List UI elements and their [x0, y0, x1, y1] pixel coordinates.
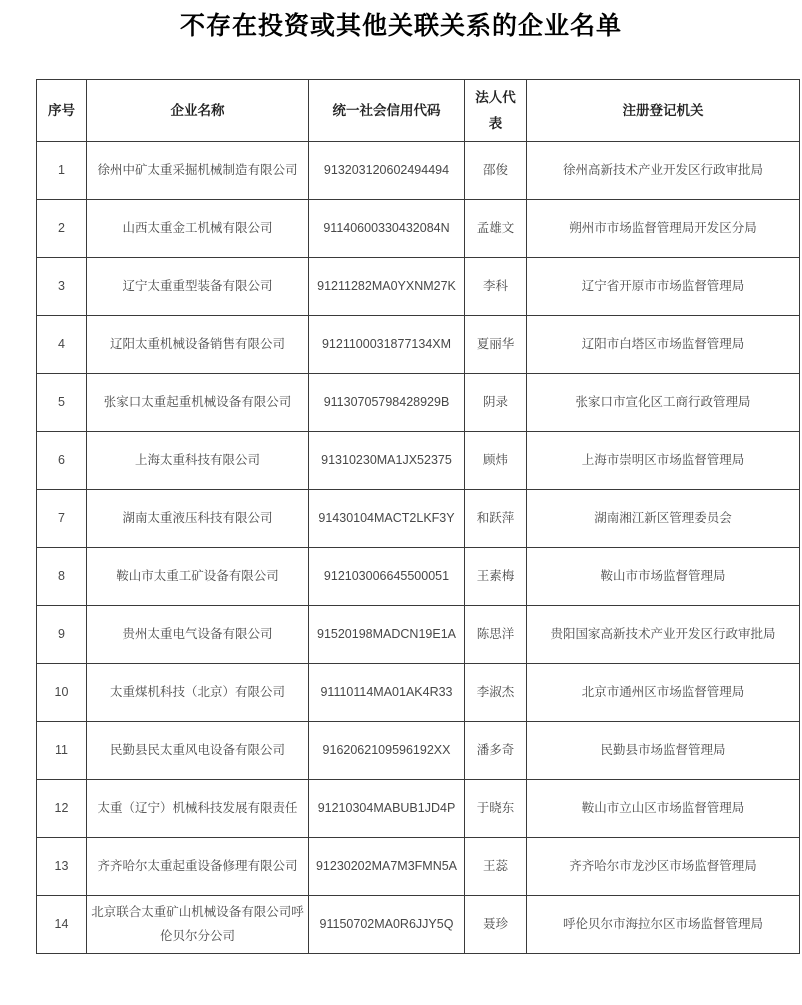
cell-company-name: 太重（辽宁）机械科技发展有限责任	[87, 780, 309, 838]
cell-serial-number: 4	[37, 316, 87, 374]
cell-credit-code: 91310230MA1JX52375	[309, 432, 465, 490]
cell-serial-number: 8	[37, 548, 87, 606]
table-row	[37, 722, 800, 780]
cell-serial-number: 1	[37, 142, 87, 200]
cell-authority: 上海市崇明区市场监督管理局	[527, 432, 800, 490]
cell-credit-code: 91211282MA0YXNM27K	[309, 258, 465, 316]
table-header	[37, 80, 800, 142]
cell-legal-rep: 李淑杰	[465, 664, 527, 722]
cell-company-name: 上海太重科技有限公司	[87, 432, 309, 490]
table-row	[37, 200, 800, 258]
table-row	[37, 780, 800, 838]
cell-authority: 齐齐哈尔市龙沙区市场监督管理局	[527, 838, 800, 896]
cell-company-name: 徐州中矿太重采掘机械制造有限公司	[87, 142, 309, 200]
cell-credit-code: 9162062109596192XX	[309, 722, 465, 780]
cell-serial-number: 9	[37, 606, 87, 664]
cell-authority: 张家口市宣化区工商行政管理局	[527, 374, 800, 432]
cell-authority: 徐州高新技术产业开发区行政审批局	[527, 142, 800, 200]
table-row	[37, 838, 800, 896]
cell-serial-number: 3	[37, 258, 87, 316]
header-company-name: 企业名称	[87, 80, 309, 142]
table-row	[37, 258, 800, 316]
cell-credit-code: 91210304MABUB1JD4P	[309, 780, 465, 838]
cell-legal-rep: 潘多奇	[465, 722, 527, 780]
cell-company-name: 齐齐哈尔太重起重设备修理有限公司	[87, 838, 309, 896]
cell-credit-code: 913203120602494494	[309, 142, 465, 200]
cell-company-name: 北京联合太重矿山机械设备有限公司呼伦贝尔分公司	[87, 896, 309, 954]
cell-legal-rep: 孟雄文	[465, 200, 527, 258]
cell-legal-rep: 李科	[465, 258, 527, 316]
cell-credit-code: 91150702MA0R6JJY5Q	[309, 896, 465, 954]
cell-company-name: 山西太重金工机械有限公司	[87, 200, 309, 258]
cell-legal-rep: 王蕊	[465, 838, 527, 896]
cell-legal-rep: 顾炜	[465, 432, 527, 490]
cell-credit-code: 91110114MA01AK4R33	[309, 664, 465, 722]
cell-serial-number: 11	[37, 722, 87, 780]
cell-serial-number: 14	[37, 896, 87, 954]
cell-serial-number: 5	[37, 374, 87, 432]
cell-authority: 北京市通州区市场监督管理局	[527, 664, 800, 722]
table-row	[37, 896, 800, 954]
cell-legal-rep: 阴录	[465, 374, 527, 432]
table-row	[37, 606, 800, 664]
cell-company-name: 辽宁太重重型装备有限公司	[87, 258, 309, 316]
cell-authority: 湖南湘江新区管理委员会	[527, 490, 800, 548]
cell-credit-code: 91230202MA7M3FMN5A	[309, 838, 465, 896]
header-serial-number: 序号	[37, 80, 87, 142]
cell-serial-number: 6	[37, 432, 87, 490]
company-list-table	[36, 79, 800, 954]
cell-serial-number: 10	[37, 664, 87, 722]
header-credit-code: 统一社会信用代码	[309, 80, 465, 142]
cell-legal-rep: 于晓东	[465, 780, 527, 838]
cell-company-name: 民勤县民太重风电设备有限公司	[87, 722, 309, 780]
cell-legal-rep: 聂珍	[465, 896, 527, 954]
cell-serial-number: 7	[37, 490, 87, 548]
cell-credit-code: 91140600330432084N	[309, 200, 465, 258]
cell-authority: 贵阳国家高新技术产业开发区行政审批局	[527, 606, 800, 664]
table-row	[37, 664, 800, 722]
cell-authority: 鞍山市市场监督管理局	[527, 548, 800, 606]
page-title: 不存在投资或其他关联关系的企业名单	[179, 12, 622, 40]
cell-company-name: 张家口太重起重机械设备有限公司	[87, 374, 309, 432]
cell-legal-rep: 邵俊	[465, 142, 527, 200]
cell-credit-code: 9121100031877134XM	[309, 316, 465, 374]
table-row	[37, 316, 800, 374]
cell-credit-code: 91520198MADCN19E1A	[309, 606, 465, 664]
cell-authority: 辽阳市白塔区市场监督管理局	[527, 316, 800, 374]
cell-serial-number: 13	[37, 838, 87, 896]
table-row	[37, 142, 800, 200]
cell-credit-code: 91430104MACT2LKF3Y	[309, 490, 465, 548]
cell-legal-rep: 夏丽华	[465, 316, 527, 374]
table-row	[37, 432, 800, 490]
cell-authority: 朔州市市场监督管理局开发区分局	[527, 200, 800, 258]
table-row	[37, 490, 800, 548]
table-row	[37, 548, 800, 606]
cell-company-name: 辽阳太重机械设备销售有限公司	[87, 316, 309, 374]
cell-serial-number: 12	[37, 780, 87, 838]
table-row	[37, 374, 800, 432]
cell-legal-rep: 王素梅	[465, 548, 527, 606]
table-body	[37, 142, 800, 954]
cell-credit-code: 912103006645500051	[309, 548, 465, 606]
cell-authority: 鞍山市立山区市场监督管理局	[527, 780, 800, 838]
cell-company-name: 贵州太重电气设备有限公司	[87, 606, 309, 664]
cell-serial-number: 2	[37, 200, 87, 258]
cell-company-name: 湖南太重液压科技有限公司	[87, 490, 309, 548]
cell-legal-rep: 和跃萍	[465, 490, 527, 548]
cell-company-name: 鞍山市太重工矿设备有限公司	[87, 548, 309, 606]
cell-authority: 辽宁省开原市市场监督管理局	[527, 258, 800, 316]
cell-credit-code: 91130705798428929B	[309, 374, 465, 432]
header-row	[37, 80, 800, 142]
cell-legal-rep: 陈思洋	[465, 606, 527, 664]
cell-company-name: 太重煤机科技（北京）有限公司	[87, 664, 309, 722]
header-legal-rep: 法人代表	[465, 80, 527, 142]
cell-authority: 呼伦贝尔市海拉尔区市场监督管理局	[527, 896, 800, 954]
header-authority: 注册登记机关	[527, 80, 800, 142]
cell-authority: 民勤县市场监督管理局	[527, 722, 800, 780]
